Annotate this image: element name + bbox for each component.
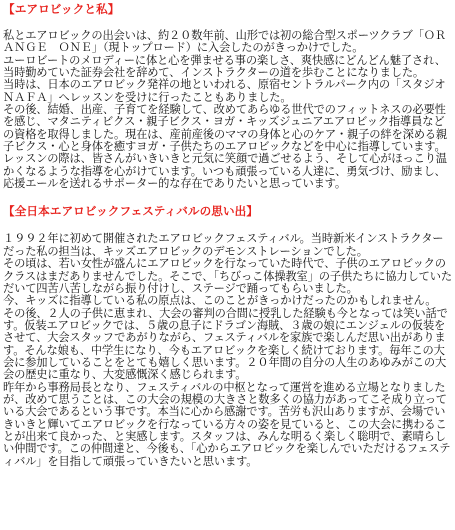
section-heading-festival-memories: 【全日本エアロビックフェスティバルの思い出】 [3, 204, 259, 219]
paragraph: 今、キッズに指導している私の原点は、このことがきっかけだったのかもしれません。 [3, 294, 437, 308]
paragraph: その頃は、若い女性が盛んにエアロビックを行なっていた時代で、子供のエアロビックのクラスはまだありませんでした。そこで、「ちびっこ体操教室」の子供たちに協力していただいて四苦八苦しながら振り付けし、ステージで踊ってもらいました。 [3, 257, 452, 295]
paragraph: その後、結婚、出産、子育てを経験して、改めてあらゆる世代でのフィットネスの必要性を感じ、マタニティビクス・親子ビクス・ヨガ・キッズジュニアエアロビック指導員などの資格を取得しました。現在は、産前産後のママの身体と心のケア・親子の絆を深める親子ビクス・心と身体を癒すヨガ・子供たちのエアロビックなどを中心に指導しています。レッスンの際は、皆さんがいきいきと元気に笑顔で過ごせるよう、そして心がほっこり温かくなるような指導を心がけています。いつも頑張っている人達に、勇気づけ、励まし、応援エールを送れるサポーター的な存在でありたいと思っています。 [3, 103, 448, 191]
paragraph: 当時は、日本のエアロビック発祥の地といわれる、原宿セントラルパーク内の「スタジオＮＡＦＡ」へレッスンを受けに行ったこともありました。 [3, 78, 446, 104]
paragraph: 私とエアロビックの出会いは、約２０数年前、山形では初の総合型スポーツクラブ「ＯＲＡＮＧＥ ＯＮＥ」（現トップロード）に入会したのがきっかけでした。 [3, 29, 446, 55]
paragraph: ユーロビートのメロディーに体と心を弾ませる事の楽しさ、爽快感にどんどん魅了され、当時勤めていた証券会社を辞めて、インストラクターの道を歩むことになりました。 [3, 53, 446, 80]
paragraph: １９９２年に初めて開催されたエアロビックフェスティバル。当時新米インストラクターだった私の担当は、キッズエアロビックのデモンストレーションでした。 [3, 232, 444, 258]
paragraph: 昨年から事務局長となり、フェスティバルの中枢となって運営を進める立場となりましたが、改めて思うことは、この大会の規模の大きさと数多くの協力があってこそ成り立っている大会であるという事です。本当に心から感謝です。苦労も沢山ありますが、会場でいきいきと輝いてエアロビックを行なっている方々の姿を見ていると、この大会に携わることが出来て良かった、と実感します。スタッフは、みんな明るく楽しく聡明で、素晴らしい仲間です。この仲間達と、今後も、「心からエアロビックを楽しんでいただけるフェスティバル」を目指して頑張っていきたいと思います。 [3, 380, 451, 468]
section-heading-aerobic-and-me: 【エアロビックと私】 [3, 2, 120, 16]
paragraph: その後、２人の子供に恵まれ、大会の審判の合間に授乳した経験も今となっては笑い話です。仮装エアロビックでは、５歳の息子にドラゴン海賊、３歳の娘にエンジェルの仮装をさせて、大会スタッフであがりながら、フェスティバルを家族で楽しんだ思い出があります。そんな娘も、中学生になり、今もエアロビックを楽しく続けております。毎年この大会に参加していることをとても嬉しく思います。２０年間の自分の人生のあゆみがこの大会の歴史に重なり、大変感慨深く感じられます。 [3, 306, 448, 382]
article [3, 2, 452, 468]
